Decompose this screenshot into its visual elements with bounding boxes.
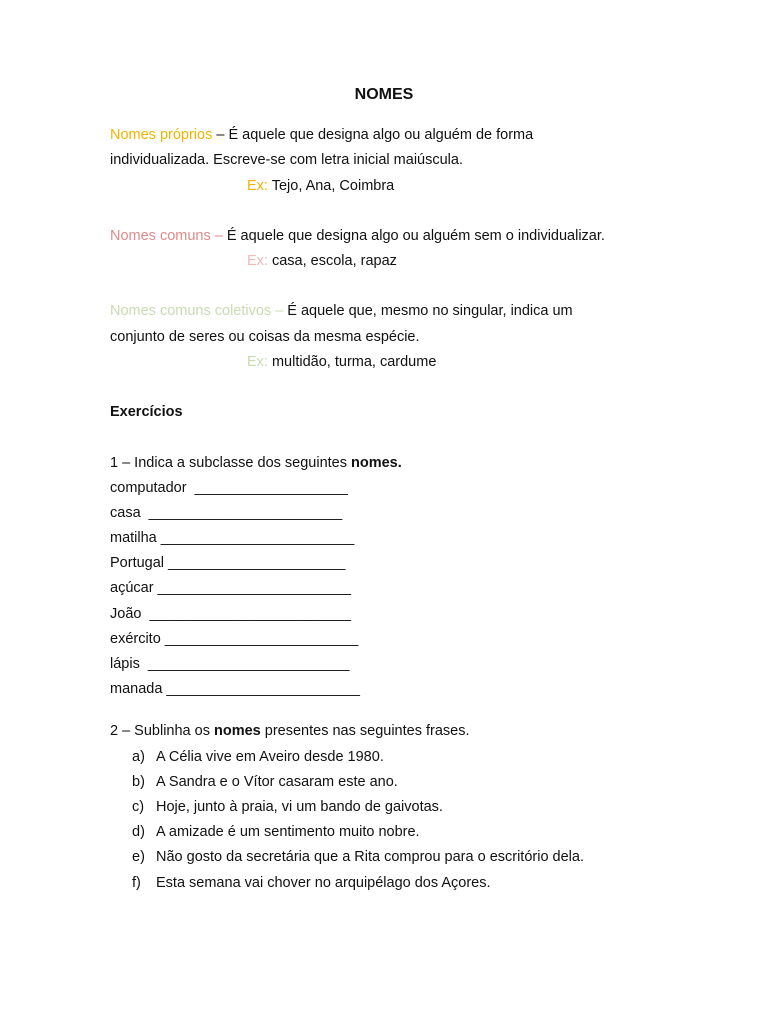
exercise2-sentence[interactable] (132, 848, 584, 866)
exercise1-instruction (110, 454, 402, 472)
exercise2-prefix: 2 – Sublinha os (110, 723, 214, 739)
exercise1-item[interactable]: exército ________________________ (110, 631, 359, 647)
exercise1-bold: nomes. (351, 455, 402, 471)
definition-proprios-text1: É aquele que designa algo ou alguém de forma (224, 127, 534, 143)
definition-proprios-text2: individualizada. Escreve-se com letra inicial maiúscula. (110, 152, 463, 168)
sentence-text: A Célia vive em Aveiro desde 1980. (156, 749, 384, 765)
exercise2-suffix: presentes nas seguintes frases. (260, 723, 470, 739)
exercise1-item[interactable]: lápis _________________________ (110, 656, 350, 672)
term-comuns: Nomes comuns – (110, 228, 223, 244)
list-marker: d) (132, 824, 145, 840)
exercise1-item[interactable]: João _________________________ (110, 606, 352, 622)
example-text: Tejo, Ana, Coimbra (267, 178, 395, 194)
exercises-heading: Exercícios (110, 404, 183, 420)
example-proprios (247, 177, 394, 195)
term-proprios-dash: – (212, 127, 225, 143)
definition-comuns-text1: É aquele que designa algo ou alguém sem o individualizar. (222, 228, 605, 244)
exercise1-item[interactable]: Portugal ______________________ (110, 555, 346, 571)
list-marker: f) (132, 875, 141, 891)
exercise2-bold: nomes (214, 723, 261, 739)
exercise1-item[interactable]: manada ________________________ (110, 681, 360, 697)
sentence-text: A Sandra e o Vítor casaram este ano. (156, 774, 398, 790)
example-label: Ex: (247, 354, 268, 370)
example-label: Ex: (247, 178, 268, 194)
page-title: NOMES (354, 86, 414, 103)
list-marker: b) (132, 774, 145, 790)
exercise2-sentence[interactable] (132, 823, 420, 841)
exercise1-prefix: 1 – Indica a subclasse dos seguintes (110, 455, 352, 471)
definition-coletivos-text2: conjunto de seres ou coisas da mesma espécie. (110, 329, 420, 345)
definition-coletivos-text1: É aquele que, mesmo no singular, indica um (283, 303, 573, 319)
sentence-text: Não gosto da secretária que a Rita comprou para o escritório dela. (156, 849, 584, 865)
example-comuns (247, 252, 397, 270)
definition-comuns-line1 (110, 227, 605, 245)
term-coletivos: Nomes comuns coletivos – (110, 303, 284, 319)
exercise2-sentence[interactable] (132, 773, 398, 791)
example-text: multidão, turma, cardume (267, 354, 437, 370)
exercise1-item[interactable]: casa ________________________ (110, 505, 343, 521)
sentence-text: A amizade é um sentimento muito nobre. (156, 824, 420, 840)
list-marker: e) (132, 849, 145, 865)
definition-coletivos-line1 (110, 302, 573, 320)
list-marker: c) (132, 799, 145, 815)
exercise1-item[interactable]: açúcar ________________________ (110, 580, 352, 596)
exercise1-item[interactable]: matilha ________________________ (110, 530, 355, 546)
exercise2-instruction (110, 722, 470, 740)
exercise2-sentence[interactable] (132, 748, 384, 766)
term-proprios: Nomes próprios (110, 127, 213, 143)
example-text: casa, escola, rapaz (267, 253, 397, 269)
sentence-text: Hoje, junto à praia, vi um bando de gaivotas. (156, 799, 443, 815)
sentence-text: Esta semana vai chover no arquipélago dos Açores. (156, 875, 491, 891)
exercise2-sentence[interactable] (132, 874, 491, 892)
example-label: Ex: (247, 253, 268, 269)
exercise2-sentence[interactable] (132, 798, 443, 816)
list-marker: a) (132, 749, 145, 765)
exercise1-item[interactable]: computador ___________________ (110, 480, 348, 496)
definition-proprios-line1 (110, 126, 533, 144)
example-coletivos (247, 353, 436, 371)
